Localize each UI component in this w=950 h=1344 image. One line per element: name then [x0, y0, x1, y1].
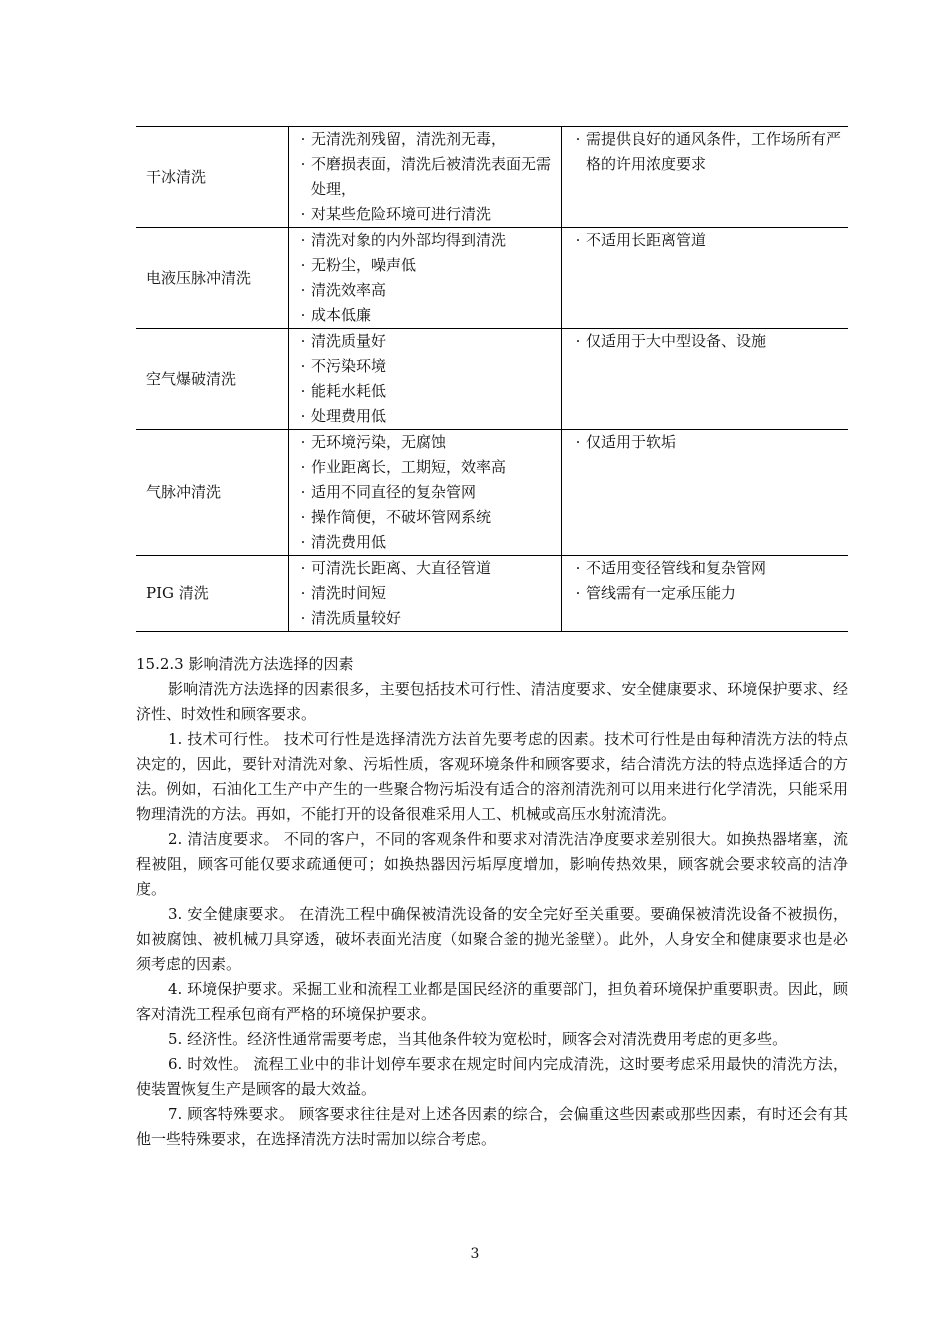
limitation-item: [570, 329, 844, 354]
advantage-cell: [289, 228, 562, 329]
advantage-text: 操作简便，不破坏管网系统: [311, 508, 492, 526]
limitation-text: 需提供良好的通风条件，工作场所有严格的许用浓度要求: [586, 130, 842, 173]
advantage-text: 无环境污染，无腐蚀: [311, 433, 447, 451]
bullet-mark: ·: [300, 458, 306, 476]
limitation-cell: [562, 556, 849, 632]
table-row: [136, 329, 848, 430]
bullet-mark: ·: [300, 256, 306, 274]
bullet-mark: ·: [575, 130, 581, 148]
factor-item-4: 4. 环境保护要求。采掘工业和流程工业都是国民经济的重要部门，担负着环境保护重要职责。因此，顾客对清洗工程承包商有严格的环境保护要求。: [136, 980, 848, 1023]
bullet-mark: ·: [300, 281, 306, 299]
advantage-text: 可清洗长距离、大直径管道: [311, 559, 492, 577]
advantage-cell: [289, 329, 562, 430]
bullet-mark: ·: [300, 332, 306, 350]
method-name-cell: 干冰清洗: [146, 167, 207, 186]
advantage-item: [295, 303, 561, 328]
page-number: 3: [470, 1246, 480, 1262]
factor-item-6: 6. 时效性。 流程工业中的非计划停车要求在规定时间内完成清洗，这时要考虑采用最快的清洗方法，使装置恢复生产是顾客的最大效益。: [136, 1055, 848, 1098]
advantage-item: [295, 404, 561, 429]
advantage-item: [295, 152, 561, 202]
advantage-item: [295, 455, 561, 480]
advantage-item: [295, 127, 561, 152]
advantage-item: [295, 505, 561, 530]
method-name-cell: 气脉冲清洗: [146, 483, 222, 501]
cleaning-methods-table: [136, 126, 848, 632]
limitation-item: [570, 127, 844, 177]
limitation-cell: [562, 430, 849, 556]
limitation-item: [570, 430, 844, 455]
method-name-cell: PIG 清洗: [146, 584, 209, 602]
bullet-mark: ·: [300, 306, 306, 324]
advantage-text: 处理费用低: [311, 407, 387, 425]
advantage-text: 适用不同直径的复杂管网: [311, 483, 477, 501]
bullet-mark: ·: [300, 433, 306, 451]
advantage-text: 成本低廉: [311, 306, 372, 324]
bullet-mark: ·: [575, 559, 581, 577]
advantage-item: [295, 480, 561, 505]
advantage-text: 清洗时间短: [311, 584, 387, 602]
advantage-item: [295, 278, 561, 303]
advantage-item: [295, 530, 561, 555]
advantage-item: [295, 430, 561, 455]
table-row: [136, 228, 848, 329]
table-row: [136, 556, 848, 632]
bullet-mark: ·: [300, 130, 306, 148]
advantage-text: 清洗费用低: [311, 533, 387, 551]
bullet-mark: ·: [300, 584, 306, 602]
advantage-text: 无清洗剂残留，清洗剂无毒，: [311, 130, 507, 148]
bullet-mark: ·: [300, 533, 306, 551]
advantage-cell: [289, 556, 562, 632]
bullet-mark: ·: [300, 231, 306, 249]
bullet-mark: ·: [575, 433, 581, 451]
limitation-text: 不适用变径管线和复杂管网: [586, 559, 767, 577]
advantage-text: 清洗对象的内外部均得到清洗: [311, 231, 507, 249]
factor-item-7: 7. 顾客特殊要求。 顾客要求往往是对上述各因素的综合，会偏重这些因素或那些因素，有时还会有其他一些特殊要求，在选择清洗方法时需加以综合考虑。: [136, 1105, 848, 1148]
method-name-cell: 电液压脉冲清洗: [146, 268, 252, 287]
advantage-item: [295, 606, 561, 631]
table-row: [136, 127, 848, 228]
bullet-mark: ·: [300, 357, 306, 375]
limitation-text: 仅适用于软垢: [586, 433, 677, 451]
advantage-text: 清洗效率高: [311, 281, 387, 299]
limitation-item: [570, 228, 844, 253]
advantage-item: [295, 202, 561, 227]
advantage-cell: [289, 127, 562, 228]
advantage-text: 无粉尘，噪声低: [311, 256, 417, 274]
limitation-item: [570, 556, 844, 581]
bullet-mark: ·: [300, 155, 306, 173]
advantage-text: 不磨损表面，清洗后被清洗表面无需处理，: [311, 155, 552, 198]
advantage-item: [295, 556, 561, 581]
advantage-item: [295, 379, 561, 404]
bullet-mark: ·: [575, 584, 581, 602]
factor-item-1: 1. 技术可行性。 技术可行性是选择清洗方法首先要考虑的因素。技术可行性是由每种清洗方法的特点决定的，因此，要针对清洗对象、污垢性质，客观环境条件和顾客要求，结合清洗方法的特点选择适合的方法。例如，石油化工生产中产生的一些聚合物污垢没有适合的溶剂清洗剂可以用来进行化学清洗，只能采用物理清洗的方法。再如，不能打开的设备很难采用人工、机械或高压水射流清洗。: [136, 730, 848, 823]
limitation-cell: [562, 127, 849, 228]
advantage-item: [295, 329, 561, 354]
factor-item-3: 3. 安全健康要求。 在清洗工程中确保被清洗设备的安全完好至关重要。要确保被清洗设备不被损伤，如被腐蚀、被机械刀具穿透，破坏表面光洁度（如聚合釜的抛光釜壁）。此外，人身安全和健康要求也是必须考虑的因素。: [136, 905, 848, 973]
table-row: [136, 430, 848, 556]
bullet-mark: ·: [300, 609, 306, 627]
bullet-mark: ·: [300, 483, 306, 501]
advantage-text: 清洗质量好: [311, 332, 387, 350]
limitation-item: [570, 581, 844, 606]
limitation-text: 管线需有一定承压能力: [586, 584, 737, 602]
limitation-text: 仅适用于大中型设备、设施: [586, 332, 767, 350]
section-body: [136, 652, 848, 1152]
advantage-item: [295, 228, 561, 253]
advantage-item: [295, 581, 561, 606]
section-intro: 影响清洗方法选择的因素很多，主要包括技术可行性、清洁度要求、安全健康要求、环境保护要求、经济性、时效性和顾客要求。: [136, 680, 848, 723]
advantage-text: 清洗质量较好: [311, 609, 402, 627]
limitation-cell: [562, 228, 849, 329]
bullet-mark: ·: [575, 332, 581, 350]
advantage-item: [295, 354, 561, 379]
advantage-item: [295, 253, 561, 278]
bullet-mark: ·: [300, 508, 306, 526]
advantage-text: 对某些危险环境可进行清洗: [311, 205, 492, 223]
method-name-cell: 空气爆破清洗: [146, 369, 237, 388]
factor-item-2: 2. 清洁度要求。 不同的客户，不同的客观条件和要求对清洗洁净度要求差别很大。如换热器堵塞，流程被阻，顾客可能仅要求疏通便可；如换热器因污垢厚度增加，影响传热效果，顾客就会要求较高的洁净度。: [136, 830, 848, 898]
advantage-text: 能耗水耗低: [311, 382, 387, 400]
bullet-mark: ·: [300, 382, 306, 400]
limitation-text: 不适用长距离管道: [586, 231, 707, 249]
bullet-mark: ·: [575, 231, 581, 249]
section-heading: 15.2.3 影响清洗方法选择的因素: [136, 655, 354, 673]
advantage-text: 作业距离长，工期短，效率高: [311, 458, 507, 476]
bullet-mark: ·: [300, 559, 306, 577]
bullet-mark: ·: [300, 407, 306, 425]
limitation-cell: [562, 329, 849, 430]
bullet-mark: ·: [300, 205, 306, 223]
advantage-cell: [289, 430, 562, 556]
factor-item-5: 5. 经济性。经济性通常需要考虑，当其他条件较为宽松时，顾客会对清洗费用考虑的更多些。: [168, 1030, 788, 1048]
advantage-text: 不污染环境: [311, 357, 387, 375]
